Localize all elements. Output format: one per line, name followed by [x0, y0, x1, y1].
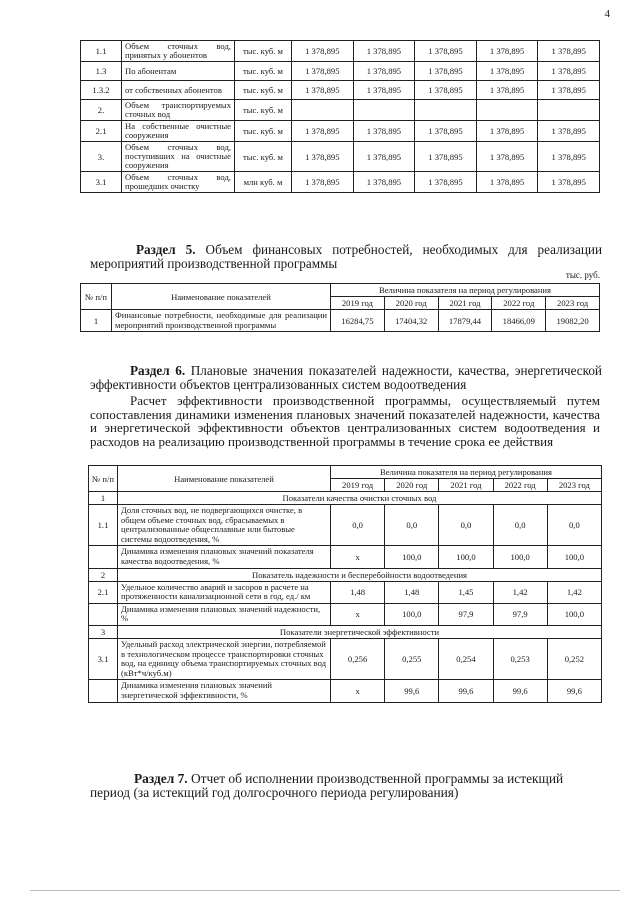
table-row	[81, 121, 600, 142]
row-value: 1 378,895	[415, 62, 477, 81]
group-row	[89, 625, 602, 638]
row-name: На собственные очистные сооружения	[122, 121, 235, 142]
row-value: 0,254	[439, 638, 493, 679]
row-unit: тыс. куб. м	[235, 81, 292, 100]
table-row	[81, 100, 600, 121]
table-row	[89, 603, 602, 625]
finance-value: 17404,32	[384, 310, 438, 332]
year-header: 2019 год	[331, 479, 385, 492]
row-value: 97,9	[493, 603, 547, 625]
year-header: 2023 год	[546, 297, 600, 310]
group-row	[89, 568, 602, 581]
row-value: 1,42	[547, 581, 601, 603]
row-value: 99,6	[493, 680, 547, 702]
row-name: По абонентам	[122, 62, 235, 81]
finance-value: 19082,20	[546, 310, 600, 332]
section5-unit-note: тыс. руб.	[565, 270, 600, 280]
row-value: 100,0	[493, 546, 547, 568]
table-row	[89, 546, 602, 568]
row-value: 1 378,895	[538, 172, 600, 193]
row-index: 2.1	[89, 581, 118, 603]
section5-heading	[90, 243, 602, 271]
row-value: 97,9	[439, 603, 493, 625]
row-value: 1 378,895	[538, 121, 600, 142]
row-value	[353, 100, 415, 121]
table-row	[89, 505, 602, 546]
row-value: 0,0	[547, 505, 601, 546]
row-value: 1,48	[385, 581, 439, 603]
row-value: 0,256	[331, 638, 385, 679]
row-value: 1 378,895	[292, 172, 354, 193]
row-value: 1 378,895	[353, 121, 415, 142]
row-unit: тыс. куб. м	[235, 100, 292, 121]
row-value: 1 378,895	[415, 81, 477, 100]
row-name: Доля сточных вод, не подвергающихся очистке, в общем объеме сточных вод, сбрасываемых в централизованные общесплавные или бытовые системы водоотведения, %	[118, 505, 331, 546]
row-value: 1 378,895	[538, 81, 600, 100]
section7-heading	[90, 772, 602, 800]
group-index: 1	[89, 492, 118, 505]
row-index: 1.3	[81, 62, 122, 81]
row-name: Объем сточных вод, поступивших на очистные сооружения	[122, 142, 235, 172]
row-unit: млн куб. м	[235, 172, 292, 193]
year-header: 2021 год	[439, 479, 493, 492]
finance-row-name: Финансовые потребности, необходимые для реализации мероприятий производственной программы	[112, 310, 331, 332]
section5-label: Раздел 5.	[136, 242, 196, 257]
row-value	[476, 100, 538, 121]
row-value: 1 378,895	[476, 81, 538, 100]
table-row	[89, 680, 602, 702]
row-value: 0,0	[439, 505, 493, 546]
row-value: х	[331, 680, 385, 702]
page-bottom-divider	[30, 890, 620, 891]
row-value: 0,0	[385, 505, 439, 546]
group-index: 3	[89, 625, 118, 638]
finance-table	[80, 283, 600, 332]
table-row	[81, 41, 600, 62]
section6-label: Раздел 6.	[130, 363, 186, 378]
table-row	[81, 62, 600, 81]
year-header: 2019 год	[331, 297, 385, 310]
row-name: Объем транспортируемых сточных вод	[122, 100, 235, 121]
row-name: Объем сточных вод, прошедших очистку	[122, 172, 235, 193]
row-value: 1,45	[439, 581, 493, 603]
row-value: 100,0	[547, 603, 601, 625]
row-index: 3.	[81, 142, 122, 172]
row-value: 0,253	[493, 638, 547, 679]
section5-title: Объем финансовых потребностей, необходимых для реализации мероприятий производственной программы	[90, 242, 602, 271]
row-name: Удельный расход электрической энергии, потребляемой в технологическом процессе транспортировки сточных вод, на единицу объема транспортируемых сточных вод (кВт*ч/куб.м)	[118, 638, 331, 679]
row-name: Удельное количество аварий и засоров в расчете на протяженности канализационной сети в год, ед./ км	[118, 581, 331, 603]
row-value: 1 378,895	[415, 41, 477, 62]
row-value: 1 378,895	[353, 142, 415, 172]
row-value: 1 378,895	[292, 41, 354, 62]
table-row	[81, 172, 600, 193]
group-row	[89, 492, 602, 505]
row-value: 100,0	[385, 546, 439, 568]
page-number: 4	[604, 8, 610, 20]
row-value: 1,48	[331, 581, 385, 603]
row-value: 0,252	[547, 638, 601, 679]
row-value	[415, 100, 477, 121]
row-value: 1 378,895	[476, 121, 538, 142]
finance-value: 17879,44	[438, 310, 492, 332]
table-row	[89, 581, 602, 603]
year-header: 2022 год	[492, 297, 546, 310]
row-value: 1 378,895	[538, 62, 600, 81]
row-unit: тыс. куб. м	[235, 121, 292, 142]
row-unit: тыс. куб. м	[235, 62, 292, 81]
year-header: 2021 год	[438, 297, 492, 310]
row-value: 1 378,895	[292, 142, 354, 172]
year-header: 2022 год	[493, 479, 547, 492]
group-index: 2	[89, 568, 118, 581]
row-name: Динамика изменения плановых значений надежности, %	[118, 603, 331, 625]
row-value: 1 378,895	[538, 142, 600, 172]
row-value: 1 378,895	[353, 172, 415, 193]
volumes-table	[80, 40, 600, 193]
row-value: 1 378,895	[353, 81, 415, 100]
year-header: 2020 год	[384, 297, 438, 310]
finance-header-num: № п/п	[81, 284, 112, 310]
row-name: Динамика изменения плановых значений показателя качества водоотведения, %	[118, 546, 331, 568]
row-index: 1.1	[89, 505, 118, 546]
row-index: 3.1	[81, 172, 122, 193]
section6-heading	[90, 364, 602, 392]
indicators-header-period: Величина показателя на период регулирования	[331, 466, 602, 479]
row-value: 99,6	[547, 680, 601, 702]
year-header: 2023 год	[547, 479, 601, 492]
row-value: 99,6	[439, 680, 493, 702]
row-index: 2.1	[81, 121, 122, 142]
row-index: 2.	[81, 100, 122, 121]
row-value	[538, 100, 600, 121]
finance-header-name: Наименование показателей	[112, 284, 331, 310]
section7-title: Отчет об исполнении производственной программы за истекщий период (за истекщий год долгосрочного периода регулирования)	[90, 771, 564, 800]
finance-header-period: Величина показателя на период регулирования	[331, 284, 600, 297]
row-value: 1 378,895	[476, 172, 538, 193]
row-value: 1 378,895	[415, 172, 477, 193]
table-row	[89, 638, 602, 679]
section7-label: Раздел 7.	[134, 771, 188, 786]
row-value: 0,0	[493, 505, 547, 546]
indicators-table	[88, 465, 602, 703]
row-value: 1 378,895	[292, 62, 354, 81]
row-unit: тыс. куб. м	[235, 142, 292, 172]
row-value: 1 378,895	[353, 41, 415, 62]
row-unit: тыс. куб. м	[235, 41, 292, 62]
row-value: 1 378,895	[292, 81, 354, 100]
row-value: 99,6	[385, 680, 439, 702]
indicators-header-name: Наименование показателей	[118, 466, 331, 492]
row-value: 100,0	[385, 603, 439, 625]
finance-row-idx: 1	[81, 310, 112, 332]
row-value: 1 378,895	[415, 142, 477, 172]
row-index: 3.1	[89, 638, 118, 679]
row-value: 1 378,895	[476, 62, 538, 81]
indicators-header-num: № п/п	[89, 466, 118, 492]
row-value: 1 378,895	[292, 121, 354, 142]
row-value: 1 378,895	[538, 41, 600, 62]
row-value: х	[331, 603, 385, 625]
row-name: от собственных абонентов	[122, 81, 235, 100]
row-name: Объем сточных вод, принятых у абонентов	[122, 41, 235, 62]
year-header: 2020 год	[385, 479, 439, 492]
finance-value: 18466,09	[492, 310, 546, 332]
row-value: 0,255	[385, 638, 439, 679]
section6-title: Плановые значения показателей надежности, качества, энергетической эффективности объектов централизованных систем водоотведения	[90, 363, 602, 392]
row-index	[89, 680, 118, 702]
row-value: 1 378,895	[353, 62, 415, 81]
row-value	[292, 100, 354, 121]
table-row	[81, 142, 600, 172]
group-title: Показатель надежности и бесперебойности водоотведения	[118, 568, 602, 581]
row-value: 1 378,895	[476, 142, 538, 172]
row-value: 0,0	[331, 505, 385, 546]
row-index	[89, 546, 118, 568]
row-value: х	[331, 546, 385, 568]
row-index	[89, 603, 118, 625]
table-row	[81, 81, 600, 100]
section6-paragraph: Расчет эффективности производственной программы, осуществляемый путем сопоставления динамики изменения плановых значений показателей надежности, качества и энергетической эффективности объектов централизованных систем водоотведения и расходов на реализацию производственной программы в течение срока ее действия	[90, 393, 600, 449]
row-index: 1.1	[81, 41, 122, 62]
row-value: 100,0	[547, 546, 601, 568]
row-value: 100,0	[439, 546, 493, 568]
row-value: 1 378,895	[476, 41, 538, 62]
group-title: Показатели качества очистки сточных вод	[118, 492, 602, 505]
row-index: 1.3.2	[81, 81, 122, 100]
finance-value: 16284,75	[331, 310, 385, 332]
row-value: 1 378,895	[415, 121, 477, 142]
row-name: Динамика изменения плановых значений энергетической эффективности, %	[118, 680, 331, 702]
group-title: Показатели энергетической эффективности	[118, 625, 602, 638]
row-value: 1,42	[493, 581, 547, 603]
